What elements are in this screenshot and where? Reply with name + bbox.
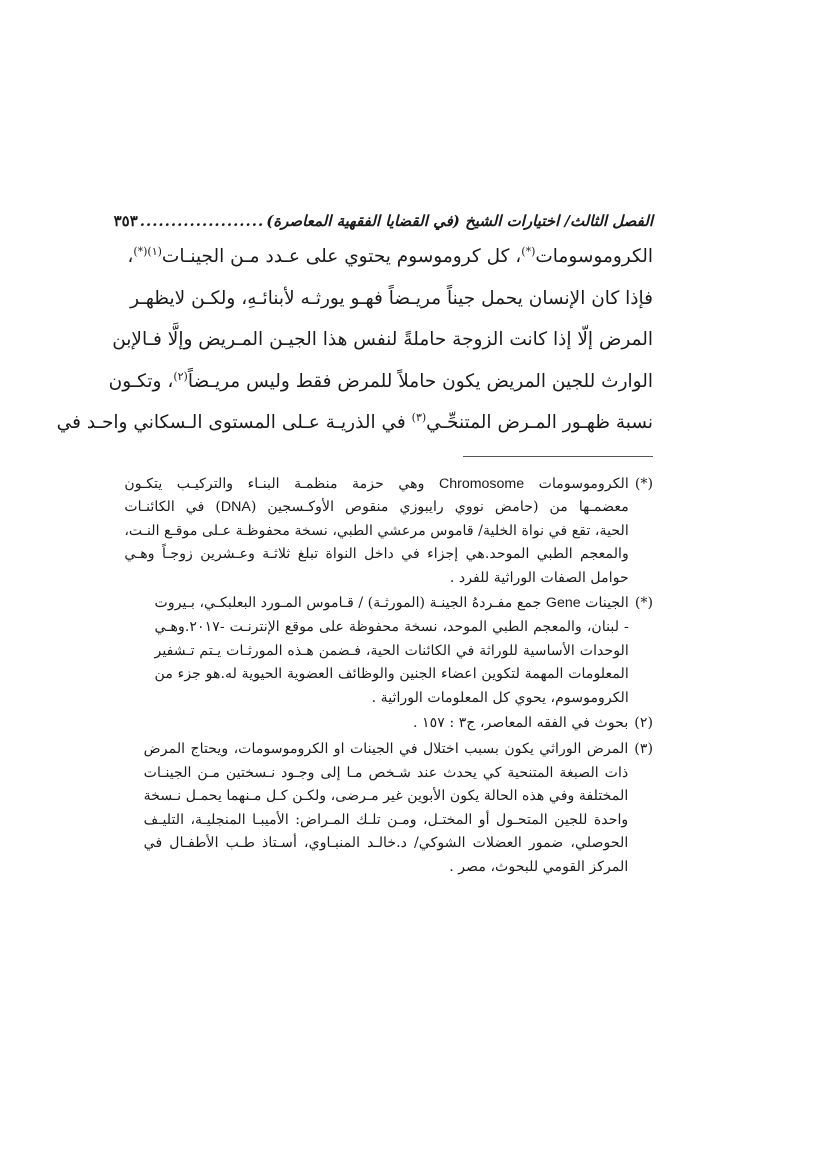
footnote-2 — [165, 712, 653, 736]
body-line: فإذا كان الإنسان يحمل جيناً مريـضاً فهـو يورثـه لأبنائـهِ، ولكـن لايظهـر — [130, 287, 653, 309]
footnote-marker: (*) — [634, 475, 653, 492]
footnote-text: بحوث في الفقه المعاصر، ج٣ : ١٥٧ . — [413, 715, 629, 732]
page-number: ٣٥٣ — [113, 212, 138, 230]
main-text — [56, 236, 653, 444]
footnote-text: المرض الوراثي يكون بسبب اختلال في الجينات او الكروموسومات، ويحتاج المرض ذات الصبغة المتنحية كي يحدث عند شـخص مـا إلى وجـود نـسختين مـن الجينـات المختلفة وفي هذه الحالة يكون الأبوين غير مـرضى، ولكـن كـل مـنهما يحمـل نـسخة واحدة للجين المتحـول أو المختـل، ومـن تلـك المـراض: الأميبـا المنجليـة، التليـف الحوصلي، ضمور العضلات الشوكي/ د.خالـد المنبـاوي، أسـتاذ طـب الأطفـال في المركز القومي للبحوث، مصر . — [143, 741, 629, 875]
body-line: الوارث للجين المريض يكون حاملاً للمرض فقط وليس مريـضاً$^{(٢)}$، وتكـون — [108, 369, 653, 392]
footnote-text: الكروموسومات Chromosome وهي حزمة منظمـة البنـاء والتركيـب يتكـون معضمـها من (حامض نووي رايبوزي منقوص الأوكـسجين (DNA) في الكائنـات الحية، تقع في نواة الخلية/ قاموس مرعشي الطبي، نسخة محفوظـة عـلى موقـع النـت، والمعجم الطبي الموحد.هي إجزاء في داخل النواة تبلغ ثلاثـة وعـشرين زوجـاً وهـي حوامل الصفات الوراثية للفرد . — [124, 475, 629, 586]
running-header — [113, 212, 653, 230]
footnote-chromosome — [124, 473, 653, 591]
body-line: نسبة ظهـور المـرض المتنحِّـي$^{(٣)}$ في الذريـة عـلى المستوى الـسكاني واحـد في — [56, 410, 653, 433]
footnotes — [124, 473, 653, 880]
footnote-ref[interactable]: (١)(*) — [133, 244, 162, 258]
chapter-title: الفصل الثالث/ اختيارات الشيخ (في القضايا الفقهية المعاصرة) — [266, 212, 653, 230]
body-line: الكروموسومات(*)، كل كروموسوم يحتوي على عـدد مـن الجينـات$^{(١)(*)}$، — [127, 244, 653, 267]
footnote-3 — [143, 738, 653, 880]
footnote-ref[interactable]: (*) — [521, 244, 536, 258]
footnote-ref[interactable]: (٣) — [411, 410, 427, 424]
footnote-divider — [463, 456, 653, 457]
footnote-text: الجينات Gene جمع مفـردهُ الجينـة (المورثـة) / قـاموس المـورد البعلبكـي، بـيروت - لبنان، والمعجم الطبي الموحد، نسخة محفوظة على موقع الإنترنـت -٢٠١٧.وهـي الوحدات الأساسية للوراثة في الكائنات الحية، فـضمن هـذه المورثـات يـتم تـشفير المعلومات المهمة لتكوين اعضاء الجنين والوظائف العضوية الحيوية له.هو جزء من الكروموسوم، يحوي كل المعلومات الوراثية . — [154, 595, 629, 706]
body-line: المرض إلّا إذا كانت الزوجة حاملةً لنفس هذا الجيـن المـريض وإلَّا فـالإبن — [112, 329, 653, 350]
footnote-marker: (*) — [634, 595, 653, 612]
footnote-gene — [154, 592, 653, 710]
footnote-marker: (٢) — [634, 715, 653, 732]
header-leader-dots: .................... — [139, 212, 265, 230]
footnote-ref[interactable]: (٢) — [173, 369, 188, 383]
footnote-marker: (٣) — [634, 741, 653, 758]
book-page — [56, 212, 653, 882]
